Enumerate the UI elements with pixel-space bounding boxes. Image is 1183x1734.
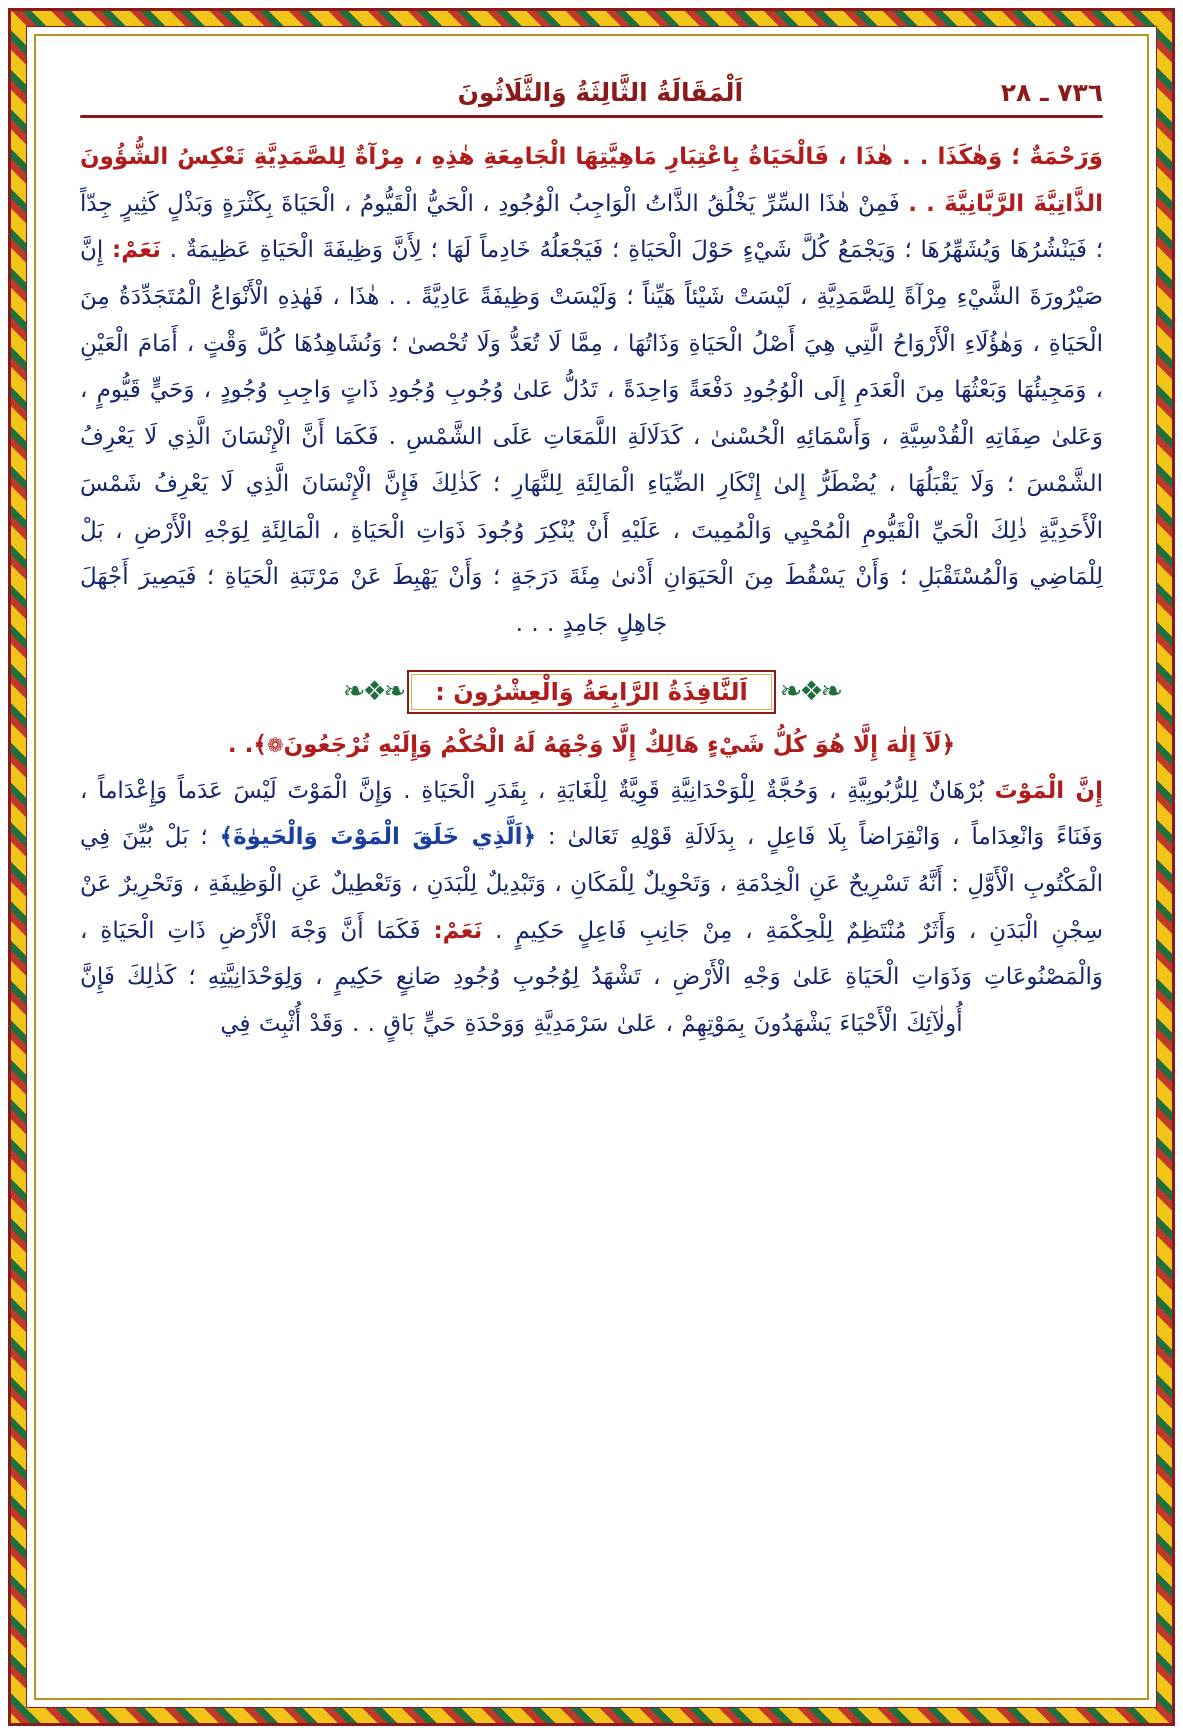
paragraph-first (80, 134, 1103, 648)
paragraph-rest: فَمِنْ هٰذَا السِّرِّ يَخْلُقُ الذَّاتُ الْوَاجِبُ الْوُجُودِ ، الْحَيُّ الْقَيُّومُ ، الْحَيَاةَ بِكَثْرَةٍ وَبَذْلٍ كَثِيرٍ جِدّاً ؛ فَيَنْشُرُهَا وَيُشَهِّرُهَا ؛ وَيَجْمَعُ كُلَّ شَيْءٍ حَوْلَ الْحَيَاةِ ؛ فَيَجْعَلُهُ خَادِماً لَهَا ؛ لِأَنَّ وَظِيفَةَ الْحَيَاةِ عَظِيمَةٌ . (80, 190, 1103, 264)
body-text-block-2 (80, 768, 1103, 1048)
paragraph2-part-1: بُرْهَانٌ لِلرُّبُوبِيَّةِ ، وَحُجَّةٌ لِلْوَحْدَانِيَّةِ قَوِيَّةٌ لِلْغَايَةِ ، بِقَدَرِ الْحَيَاةِ . وَإِنَّ الْمَوْتَ لَيْسَ عَدَماً وَإِعْدَاماً ، وَفَنَاءً وَانْعِدَاماً ، وَانْقِرَاضاً بِلَا فَاعِلٍ ، بِدَلَالَةِ قَوْلِهِ تَعَالىٰ : (80, 777, 1103, 851)
page-header (80, 78, 1103, 107)
verse-close-bracket: ﴾ (253, 731, 267, 758)
lead-emphasis-red: إِنَّ الْمَوْتَ (994, 777, 1103, 804)
verse-open-bracket: ﴿ (941, 731, 956, 758)
ornament-left-icon: ❧❖❧ (342, 676, 404, 708)
header-divider (80, 115, 1103, 118)
paragraph-highlight-red: وَرَحْمَةٌ ؛ وَهٰكَذَا . . هٰذَا ، فَالْحَيَاةُ بِاعْتِبَارِ مَاهِيَّتِهَا الْجَامِعَةِ هٰذِهِ ، مِرْآةٌ لِلصَّمَدِيَّةِ تَعْكِسُ الشُّؤُونَ الذَّاتِيَّةَ الرَّبَّانِيَّةَ . . (80, 144, 1103, 217)
ornament-right-icon: ❧❖❧ (779, 676, 841, 708)
verse-flower-icon: ❁ (266, 732, 284, 757)
paragraph2-part-3: فَكَمَا أَنَّ وَجْهَ الْأَرْضِ ذَاتِ الْحَيَاةِ ، وَالْمَصْنُوعَاتِ وَذَوَاتِ الْحَيَاةِ عَلىٰ وَجْهِ الْأَرْضِ ، تَشْهَدُ لِوُجُوبِ وُجُودِ صَانِعٍ حَكِيمٍ ، وَلِوَحْدَانِيَّتِهِ ؛ كَذٰلِكَ فَإِنَّ أُولٰآئِكَ الْأَحْيَاءَ يَشْهَدُونَ بِمَوْتِهِمْ ، عَلىٰ سَرْمَدِيَّةِ وَوَحْدَةِ حَيٍّ بَاقٍ . . وَقَدْ أُثْبِتَ فِي (80, 917, 1103, 1037)
inline-quran-quote: ﴿اَلَّذِي خَلَقَ الْمَوْتَ وَالْحَيوٰةَ﴾ (219, 824, 537, 851)
paragraph-continued: إِنَّ صَيْرُورَةَ الشَّيْءِ مِرْآةً لِلصَّمَدِيَّةِ ، لَيْسَتْ شَيْئاً هَيِّناً ؛ وَلَيْسَتْ وَظِيفَةً عَادِيَّةً . . هٰذَا ، فَهٰذِهِ الْأَنْوَاعُ الْمُتَجَدِّدَةُ مِنَ الْحَيَاةِ ، وَهٰؤُلَاءِ الْأَرْوَاحُ الَّتِي هِيَ أَصْلُ الْحَيَاةِ وَذَاتُهَا ، مِمَّا لَا تُعَدُّ وَلَا تُحْصىٰ ؛ وَنُشَاهِدُهَا كُلَّ وَقْتٍ ، أَمَامَ الْعَيْنِ ، وَمَجِيئُهَا وَبَعْثُهَا مِنَ الْعَدَمِ إِلَى الْوُجُودِ دَفْعَةً وَاحِدَةً ، تَدُلُّ عَلىٰ وُجُوبِ وُجُودِ ذَاتٍ وَاجِبِ وُجُودٍ ، وَحَيٍّ قَيُّومٍ ، وَعَلىٰ صِفَاتِهِ الْقُدْسِيَّةِ ، وَأَسْمَائِهِ الْحُسْنىٰ ، كَدَلَالَةِ اللَّمَعَاتِ عَلَى الشَّمْسِ . فَكَمَا أَنَّ الْإِنْسَانَ الَّذِي لَا يَعْرِفُ الشَّمْسَ ؛ وَلَا يَقْبَلُهَا ، يُضْطَرُّ إِلىٰ إِنْكَارِ الضِّيَاءِ الْمَالِئَةِ لِلنَّهَارِ ؛ كَذٰلِكَ فَإِنَّ الْإِنْسَانَ الَّذِي لَا يَعْرِفُ شَمْسَ الْأَحَدِيَّةِ ذٰلِكَ الْحَيِّ الْقَيُّومِ الْمُحْيِي وَالْمُمِيتَ ، عَلَيْهِ أَنْ يُنْكِرَ وُجُودَ ذَوَاتِ الْحَيَاةِ ، الْمَالِئَةِ لِوَجْهِ الْأَرْضِ ، بَلْ لِلْمَاضِي وَالْمُسْتَقْبَلِ ؛ وَأَنْ يَسْقُطَ مِنَ الْحَيَوَانِ أَدْنىٰ مِئَةَ دَرَجَةٍ ؛ وَأَنْ يَهْبِطَ عَنْ مَرْتَبَةِ الْحَيَاةِ ؛ فَيَصِيرَ أَجْهَلَ جَاهِلٍ جَامِدٍ . . . (80, 237, 1103, 637)
page-number: ٧٣٦ ـ ٢٨ (1000, 78, 1103, 107)
section-title-box (407, 670, 775, 714)
verse-text: لَآ إِلٰهَ إِلَّا هُوَ كُلُّ شَيْءٍ هَالِكٌ إِلَّا وَجْهَهُ لَهُ الْحُكْمُ وَإِلَيْهِ تُرْجَعُونَ (283, 731, 942, 758)
page-title: اَلْمَقَالَةُ الثَّالِثَةُ وَالثَّلَاثُونَ (457, 78, 744, 107)
page-content (46, 46, 1137, 1688)
quran-verse-line (80, 732, 1103, 758)
paragraph2-part-2: ؛ بَلْ بُيِّنَ فِي الْمَكْتُوبِ الْأَوَّلِ : أَنَّهُ تَسْرِيحٌ عَنِ الْخِدْمَةِ ، وَتَحْوِيلٌ لِلْمَكَانِ ، وَتَبْدِيلٌ لِلْبَدَنِ ، وَتَعْطِيلٌ عَنِ الْوَظِيفَةِ ، وَتَحْرِيرٌ عَنْ سِجْنِ الْبَدَنِ ، وَأَثَرٌ مُنْتَظِمٌ لِلْحِكْمَةِ ، مِنْ جَانِبِ فَاعِلٍ حَكِيمٍ . (80, 824, 1103, 944)
paragraph-second (80, 768, 1103, 1048)
naam-emphasis-1: نَعَمْ: (112, 237, 161, 264)
section-heading (80, 670, 1103, 714)
verse-trailing-dots: . . (227, 731, 254, 758)
body-text-block (80, 134, 1103, 648)
naam-emphasis-2: نَعَمْ: (433, 917, 483, 944)
section-title: اَلنَّافِذَةُ الرَّابِعَةُ وَالْعِشْرُونَ : (435, 677, 748, 706)
